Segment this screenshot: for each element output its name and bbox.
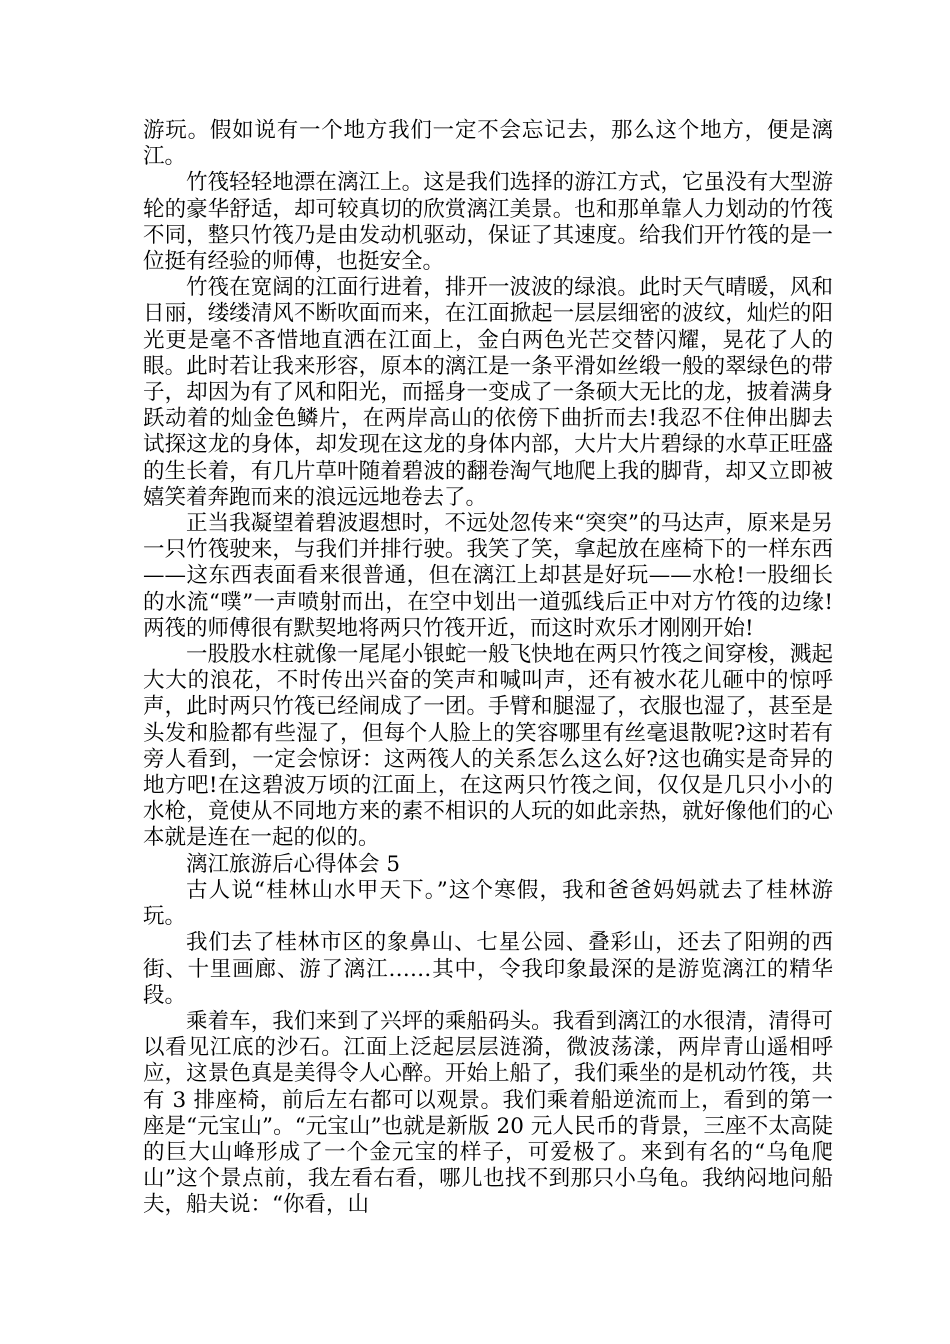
paragraph-2: 竹筏轻轻地漂在漓江上。这是我们选择的游江方式，它虽没有大型游轮的豪华舒适，却可较真切的欣赏漓江美景。也和那单靠人力划动的竹筏不同，整只竹筏乃是由发动机驱动，保证了其速度。给我们开竹筏的是一位挺有经验的师傅，也挺安全。 [143, 170, 833, 275]
paragraph-7: 我们去了桂林市区的象鼻山、七星公园、叠彩山，还去了阳朔的西街、十里画廊、游了漓江……其中，令我印象最深的是游览漓江的精华段。 [143, 930, 833, 1008]
paragraph-5: 一股股水柱就像一尾尾小银蛇一般飞快地在两只竹筏之间穿梭，溅起大大的浪花，不时传出兴奋的笑声和喊叫声，还有被水花儿砸中的惊呼声，此时两只竹筏已经闹成了一团。手臂和腿湿了，衣服也湿了，甚至是头发和脸都有些湿了，但每个人脸上的笑容哪里有丝毫退散呢?这时若有旁人看到，一定会惊讶：这两筏人的关系怎么这么好?这也确实是奇异的地方吧!在这碧波万顷的江面上，在这两只竹筏之间，仅仅是几只小小的水枪，竟使从不同地方来的素不相识的人玩的如此亲热，就好像他们的心本就是连在一起的似的。 [143, 642, 833, 851]
paragraph-6: 古人说“桂林山水甲天下。”这个寒假，我和爸爸妈妈就去了桂林游玩。 [143, 877, 833, 930]
paragraph-4: 正当我凝望着碧波遐想时，不远处忽传来“突突”的马达声，原来是另一只竹筏驶来，与我们并排行驶。我笑了笑，拿起放在座椅下的一样东西——这东西表面看来很普通，但在漓江上却甚是好玩——水枪!一股细长的水流“噗”一声喷射而出，在空中划出一道弧线后正中对方竹筏的边缘!两筏的师傅很有默契地将两只竹筏开近，而这时欢乐才刚刚开始! [143, 511, 833, 641]
section-heading: 漓江旅游后心得体会 5 [186, 851, 401, 877]
paragraph-8: 乘着车，我们来到了兴坪的乘船码头。我看到漓江的水很清，清得可以看见江底的沙石。江面上泛起层层涟漪，微波荡漾，两岸青山遥相呼应，这景色真是美得令人心醉。开始上船了，我们乘坐的是机动竹筏，共有 3 排座椅，前后左右都可以观景。我们乘着船逆流而上，看到的第一座是“元宝山”。“元宝山”也就是新版 20 元人民币的背景，三座不太高陡的巨大山峰形成了一个金元宝的样子，可爱极了。来到有名的“乌龟爬山”这个景点前，我左看右看，哪儿也找不到那只小乌龟。我纳闷地问船夫，船夫说：“你看，山 [143, 1008, 833, 1218]
paragraph-1: 游玩。假如说有一个地方我们一定不会忘记去，那么这个地方，便是漓江。 [143, 118, 833, 170]
document-body [143, 118, 833, 1219]
paragraph-3: 竹筏在宽阔的江面行进着，排开一波波的绿浪。此时天气晴暖，风和日丽，缕缕清风不断吹面而来，在江面掀起一层层细密的波纹，灿烂的阳光更是毫不吝惜地直洒在江面上，金白两色光芒交替闪耀，晃花了人的眼。此时若让我来形容，原本的漓江是一条平滑如丝缎一般的翠绿色的带子，却因为有了风和阳光，而摇身一变成了一条硕大无比的龙，披着满身跃动着的灿金色鳞片，在两岸高山的依傍下曲折而去!我忍不住伸出脚去试探这龙的身体，却发现在这龙的身体内部，大片大片碧绿的水草正旺盛的生长着，有几片草叶随着碧波的翻卷淘气地爬上我的脚背，却又立即被嬉笑着奔跑而来的浪远远地卷去了。 [143, 275, 833, 510]
